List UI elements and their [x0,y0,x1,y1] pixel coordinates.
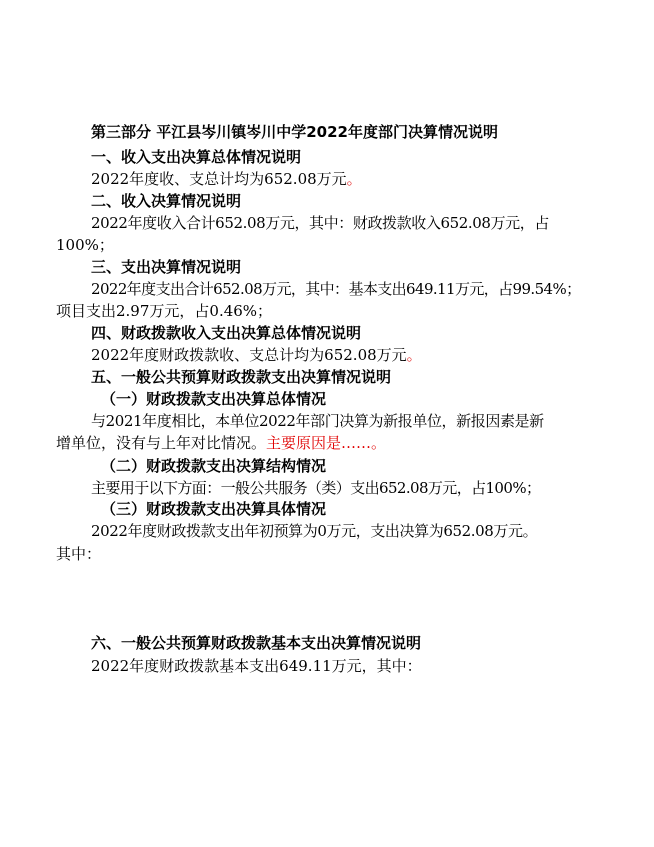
subsection-1-line-2: 增单位，没有与上年对比情况。主要原因是……。 [56,434,387,452]
section-3-line-2: 项目支出2.97万元，占0.46%； [56,302,273,320]
document-title: 第三部分 平江县岑川镇岑川中学2022年度部门决算情况说明 [91,123,498,141]
section-1-tail: 。 [346,170,362,188]
section-3-line-1: 2022年度支出合计652.08万元，其中：基本支出649.11万元，占99.54%； [91,280,581,298]
section-3-heading: 三、支出决算情况说明 [91,258,242,276]
section-2-heading: 二、收入决算情况说明 [91,192,242,210]
subsection-1-line-1: 与2021年度相比，本单位2022年部门决算为新报单位，新报因素是新 [91,412,544,430]
section-5-heading: 五、一般公共预算财政拨款支出决算情况说明 [91,368,392,386]
section-2-line-1: 2022年度收入合计652.08万元，其中：财政拨款收入652.08万元，占 [91,214,549,232]
section-1-text: 2022年度收、支总计均为652.08万元。 [91,170,362,188]
section-6-text: 2022年度财政拨款基本支出649.11万元，其中： [91,657,422,675]
subsection-2-text: 主要用于以下方面：一般公共服务（类）支出652.08万元，占100%； [91,479,541,497]
subsection-1-heading: （一）财政拨款支出决算总体情况 [101,390,327,408]
subsection-3-line-1: 2022年度财政拨款支出年初预算为0万元，支出决算为652.08万元。 [91,522,538,540]
subsection-3-heading: （三）财政拨款支出决算具体情况 [101,500,327,518]
subsection-1-reason: 主要原因是……。 [266,434,387,452]
section-2-line-2: 100%； [56,236,114,254]
section-1-heading: 一、收入支出决算总体情况说明 [91,148,302,166]
subsection-3-line-2: 其中： [56,545,102,563]
section-4-text: 2022年度财政拨款收、支总计均为652.08万元。 [91,346,422,364]
subsection-2-heading: （二）财政拨款支出决算结构情况 [101,457,327,475]
section-4-heading: 四、财政拨款收入支出决算总体情况说明 [91,324,362,342]
section-4-tail: 。 [406,346,422,364]
section-6-heading: 六、一般公共预算财政拨款基本支出决算情况说明 [91,634,422,652]
